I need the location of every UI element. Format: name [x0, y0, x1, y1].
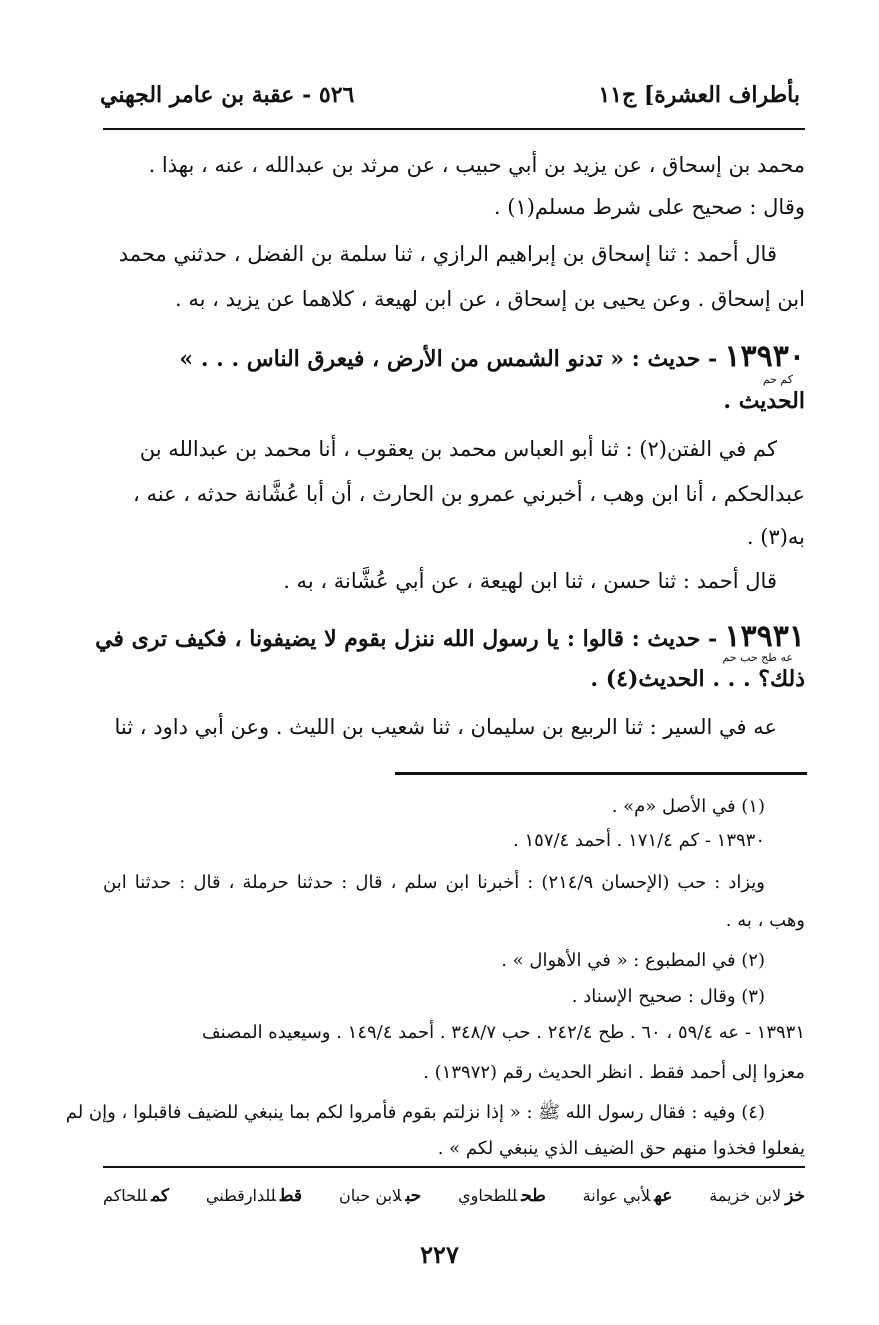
legend-abbr: طح	[521, 1186, 546, 1206]
legend-name: لابن حبان	[338, 1186, 402, 1205]
footnote-13931-b	[103, 1062, 805, 1083]
legend-abbr: كم	[151, 1186, 169, 1206]
footnote-text: ويزاد : حب (الإحسان ٢١٤/٩) : أخبرنا ابن سلم ، قال : حدثنا حرملة ، قال : حدثنا ابن	[103, 872, 765, 893]
text-line: الحديث .	[723, 388, 805, 414]
hadith-heading-13931	[95, 619, 805, 654]
running-header	[100, 82, 800, 122]
text-line: كم في الفتن(٢) : ثنا أبو العباس محمد بن يعقوب ، أنا محمد بن عبدالله بن	[139, 437, 777, 461]
legend-item-km	[103, 1186, 169, 1212]
text-line: به(٣) .	[746, 525, 805, 549]
footnote-3	[103, 986, 805, 1007]
legend-name: للحاكم	[103, 1186, 148, 1205]
text-line: ذلك؟ . . . الحديث(٤) .	[590, 666, 805, 692]
legend-name: للطحاوي	[458, 1186, 518, 1205]
text-line: وقال : صحيح على شرط مسلم(١) .	[493, 195, 805, 219]
footnote-13930	[103, 830, 805, 851]
footnote-2	[103, 950, 805, 971]
text-line: عبدالحكم ، أنا ابن وهب ، أخبرني عمرو بن الحارث ، أن أبا عُشَّانة حدثه ، عنه ،	[133, 482, 805, 506]
hadith-title: - حديث : « تدنو الشمس من الأرض ، فيعرق الناس . . . »	[179, 346, 718, 372]
hadith-number: ١٣٩٣١	[724, 619, 805, 654]
page-number: ٢٢٧	[420, 1240, 459, 1269]
legend-rule	[103, 1166, 805, 1168]
legend-abbr: عه	[654, 1186, 673, 1206]
footnote-text: (١) في الأصل «م» .	[611, 796, 765, 817]
legend-abbr: قط	[279, 1186, 303, 1206]
text-line: ابن إسحاق . وعن يحيى بن إسحاق ، عن ابن لهيعة ، كلاهما عن يزيد ، به .	[175, 287, 805, 311]
footnote-text: معزوا إلى أحمد فقط . انظر الحديث رقم (١٣٩٧٢) .	[423, 1062, 805, 1083]
footnote-text: ١٣٩٣٠ - كم ١٧١/٤ . أحمد ١٥٧/٤ .	[513, 830, 765, 851]
footnote-1	[103, 796, 805, 817]
text-line: قال أحمد : ثنا حسن ، ثنا ابن لهيعة ، عن أبي عُشَّانة ، به .	[283, 569, 777, 593]
abbreviation-legend	[103, 1186, 805, 1212]
footnote-rule	[395, 772, 807, 775]
footnote-text: ١٣٩٣١ - عه ٥٩/٤ ، ٦٠ . طح ٢٤٢/٤ . حب ٣٤٨/٧ . أحمد ١٤٩/٤ . وسيعيده المصنف	[202, 1022, 805, 1043]
legend-abbr: حب	[405, 1186, 422, 1206]
hadith-heading-13930	[103, 340, 805, 374]
footnote-13930-extra-b	[103, 910, 805, 931]
legend-abbr: خز	[785, 1186, 805, 1206]
footnote-text: وهب ، به .	[725, 910, 805, 931]
header-rule	[103, 128, 805, 130]
paragraph-4	[103, 570, 805, 593]
paragraph-2	[103, 243, 805, 266]
legend-item-khz	[709, 1186, 805, 1212]
hadith-title: - حديث : قالوا : يا رسول الله ننزل بقوم لا يضيفونا ، فكيف ترى في	[95, 626, 718, 652]
header-book-title: بأطراف العشرة] ج١١	[598, 82, 800, 108]
hadith-number: ١٣٩٣٠	[724, 339, 805, 374]
footnote-text: (٣) وقال : صحيح الإسناد .	[571, 986, 765, 1007]
footnote-4-b	[103, 1138, 805, 1159]
paragraph-1b	[103, 196, 805, 219]
legend-name: لابن خزيمة	[709, 1186, 782, 1205]
legend-item-th	[458, 1186, 546, 1212]
text-line: عه في السير : ثنا الربيع بن سليمان ، ثنا شعيب بن الليث . وعن أبي داود ، ثنا	[114, 715, 777, 739]
paragraph-1	[103, 154, 805, 177]
text-line: قال أحمد : ثنا إسحاق بن إبراهيم الرازي ، ثنا سلمة بن الفضل ، حدثني محمد	[118, 242, 777, 266]
paragraph-3	[103, 438, 805, 461]
header-section-title: ٥٢٦ - عقبة بن عامر الجهني	[100, 82, 355, 108]
footnote-text: (٢) في المطبوع : « في الأهوال » .	[501, 950, 765, 971]
footnote-13931	[103, 1022, 805, 1043]
hadith-heading-tail	[103, 668, 805, 691]
legend-item-ah	[583, 1186, 673, 1212]
paragraph-3b	[103, 483, 805, 506]
legend-item-qt	[206, 1186, 302, 1212]
legend-item-hb	[339, 1186, 421, 1212]
paragraph-5	[103, 716, 805, 739]
footnote-13930-extra	[103, 872, 805, 893]
footnote-text: (٤) وفيه : فقال رسول الله ﷺ : « إذا نزلتم بقوم فأمروا لكم بما ينبغي للضيف فاقبلوا ، وإن لم	[65, 1102, 765, 1123]
footnote-text: يفعلوا فخذوا منهم حق الضيف الذي ينبغي لكم » .	[437, 1138, 805, 1159]
footnote-4	[65, 1102, 805, 1123]
paragraph-2b	[103, 288, 805, 311]
hadith-heading-tail	[103, 390, 805, 413]
hadith-source-codes: عه طح حب حم	[722, 651, 793, 664]
hadith-source-codes: كم حم	[762, 373, 793, 386]
legend-name: للدارقطني	[205, 1186, 276, 1205]
text-line: محمد بن إسحاق ، عن يزيد بن أبي حبيب ، عن مرثد بن عبدالله ، عنه ، بهذا .	[148, 153, 805, 177]
legend-name: لأبي عوانة	[582, 1186, 651, 1205]
paragraph-3c	[103, 526, 805, 549]
